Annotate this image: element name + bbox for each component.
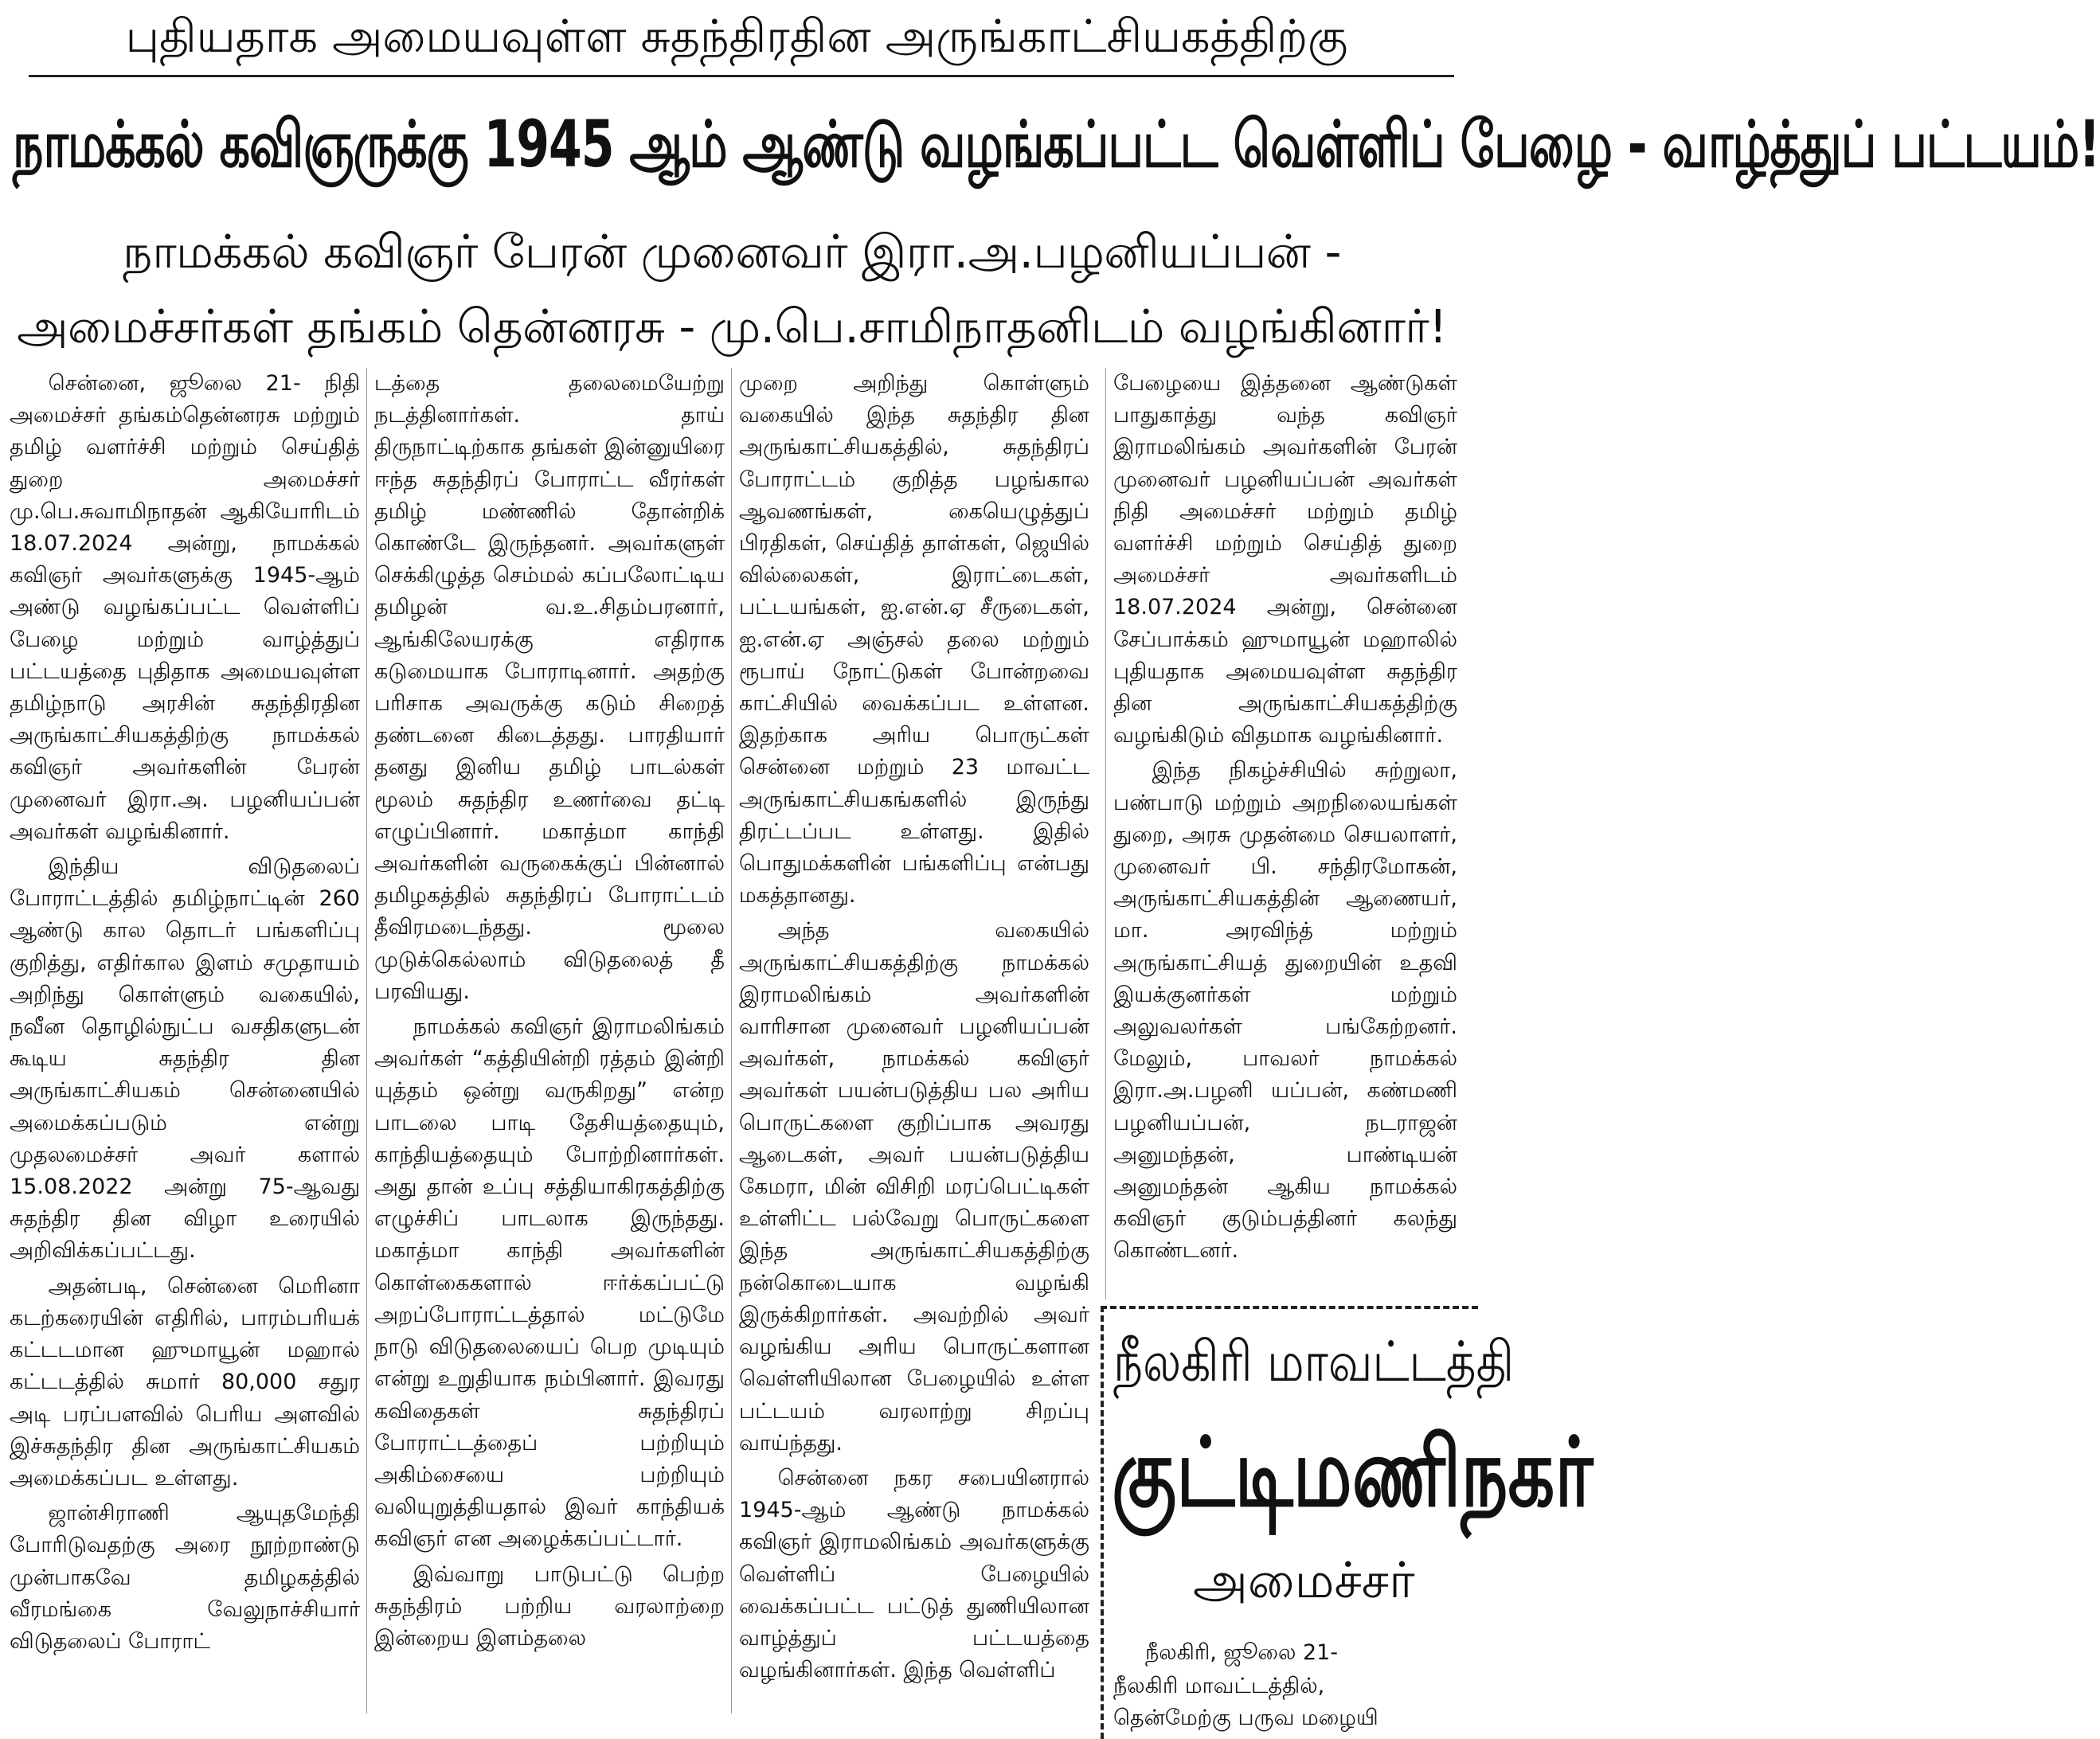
paragraph: பேழையை இத்தனை ஆண்டுகள் பாதுகாத்து வந்த கவிஞர் இராமலிங்கம் அவர்களின் பேரன் முனைவர் பழனியப்பன் அவர்கள் நிதி அமைச்சர் மற்றும் தமிழ் வளர்ச்சி மற்றும் செய்தித் துறை அமைச்சர் அவர்களிடம் 18.07.2024 அன்று, சென்னை சேப்பாக்கம் ஹுமாயூன் மஹாலில் புதியதாக அமையவுள்ள சுதந்திர தின அருங்காட்சியகத்திற்கு வழங்கிடும் விதமாக வழங்கினார்.: [1113, 371, 1457, 748]
paragraph: முறை அறிந்து கொள்ளும் வகையில் இந்த சுதந்திர தின அருங்காட்சியகத்தில், சுதந்திரப் போராட்டம் குறித்த பழங்கால ஆவணங்கள், கையெழுத்துப் பிரதிகள், செய்தித் தாள்கள், ஜெயில் வில்லைகள், இராட்டைகள், பட்டயங்கள், ஐ.என்.ஏ சீருடைகள், ஐ.என்.ஏ அஞ்சல் தலை மற்றும் ரூபாய் நோட்டுகள் போன்றவை காட்சியில் வைக்கப்பட உள்ளன. இதற்காக அரிய பொருட்கள் சென்னை மற்றும் 23 மாவட்ட அருங்காட்சியகங்களில் இருந்து திரட்டப்பட உள்ளது. இதில் பொதுமக்களின் பங்களிப்பு என்பது மகத்தானது.: [739, 371, 1089, 909]
paragraph: டத்தை தலைமையேற்று நடத்தினார்கள். தாய் திருநாட்டிற்காக தங்கள் இன்னுயிரை ஈந்த சுதந்திரப் போராட்ட வீரர்கள் தமிழ் மண்ணில் தோன்றிக் கொண்டே இருந்தனர். அவர்களுள் செக்கிழுத்த செம்மல் கப்பலோட்டிய தமிழன் வ.உ.சிதம்பரனார், ஆங்கிலேயரக்கு எதிராக கடுமையாக போராடினார். அதற்கு பரிசாக அவருக்கு கடும் சிறைத் தண்டனை கிடைத்தது. பாரதியார் தனது இனிய தமிழ் பாடல்கள் மூலம் சுதந்திர உணர்வை தட்டி எழுப்பினார். மகாத்மா காந்தி அவர்களின் வருகைக்குப் பின்னால் தமிழகத்தில் சுதந்திரப் போராட்டம் தீவிரமடைந்தது. மூலை முடுக்கெல்லாம் விடுதலைத் தீ பரவியது.: [374, 371, 725, 1004]
paragraph: சென்னை, ஜூலை 21- நிதி அமைச்சர் தங்கம்தென்னரசு மற்றும் தமிழ் வளர்ச்சி மற்றும் செய்தித் துறை அமைச்சர் மு.பெ.சுவாமிநாதன் ஆகியோரிடம் 18.07.2024 அன்று, நாமக்கல் கவிஞர் அவர்களுக்கு 1945-ஆம் அண்டு வழங்கப்பட்ட வெள்ளிப் பேழை மற்றும் வாழ்த்துப் பட்டயத்தை புதிதாக அமையவுள்ள தமிழ்நாடு அரசின் சுதந்திரதின அருங்காட்சியகத்திற்கு நாமக்கல் கவிஞர் அவர்களின் பேரன் முனைவர் இரா.அ. பழனியப்பன் அவர்கள் வழங்கினார்.: [10, 371, 360, 844]
column-divider: [731, 368, 732, 1714]
side-story-kicker: நீலகிரி மாவட்டத்தி: [1113, 1329, 1515, 1394]
paragraph: அதன்படி, சென்னை மெரினா கடற்கரையின் எதிரில், பாரம்பரியக் கட்டடமான ஹுமாயூன் மஹால் கட்டடத்தில் சுமார் 80,000 சதுர அடி பரப்பளவில் பெரிய அளவில் இச்சுதந்திர தின அருங்காட்சியகம் அமைக்கப்பட உள்ளது.: [10, 1273, 360, 1491]
paragraph: ஜான்சிராணி ஆயுதமேந்தி போரிடுவதற்கு அரை நூற்றாண்டு முன்பாகவே தமிழகத்தில் வீரமங்கை வேலுநாச்சியார் விடுதலைப் போராட்: [10, 1501, 360, 1654]
side-story-line: நீலகிரி மாவட்டத்தில்,: [1113, 1674, 1325, 1698]
side-story-subheadline: அமைச்சர்: [1193, 1551, 1415, 1609]
paragraph: இந்திய விடுதலைப் போராட்டத்தில் தமிழ்நாட்டின் 260 ஆண்டு கால தொடர் பங்களிப்பு குறித்து, எதிர்கால இளம் சமுதாயம் அறிந்து கொள்ளும் வகையில், நவீன தொழில்நுட்ப வசதிகளுடன் கூடிய சுதந்திர தின அருங்காட்சியகம் சென்னையில் அமைக்கப்படும் என்று முதலமைச்சர் அவர் களால் 15.08.2022 அன்று 75-ஆவது சுதந்திர தின விழா உரையில் அறிவிக்கப்பட்டது.: [10, 854, 360, 1264]
column-divider: [1105, 368, 1106, 1299]
subheadline-line-2: அமைச்சர்கள் தங்கம் தென்னரசு - மு.பெ.சாமிநாதனிடம் வழங்கினார்!: [17, 299, 1447, 354]
paragraph: நாமக்கல் கவிஞர் இராமலிங்கம் அவர்கள் “கத்தியின்றி ரத்தம் இன்றி யுத்தம் ஒன்று வருகிறது” என்ற பாடலை பாடி தேசியத்தையும், காந்தியத்தையும் போற்றினார்கள். அது தான் உப்பு சத்தியாகிரகத்திற்கு எழுச்சிப் பாடலாக இருந்தது. மகாத்மா காந்தி அவர்களின் கொள்கைகளால் ஈர்க்கப்பட்டு அறப்போராட்டத்தால் மட்டுமே நாடு விடுதலையைப் பெற முடியும் என்று உறுதியாக நம்பினார். இவரது கவிதைகள் சுதந்திரப் போராட்டத்தைப் பற்றியும் அகிம்சையை பற்றியும் வலியுறுத்தியதால் இவர் காந்தியக் கவிஞர் என அழைக்கப்பட்டார்.: [374, 1014, 725, 1552]
column-divider: [366, 368, 367, 1714]
paragraph: சென்னை நகர சபையினரால் 1945-ஆம் ஆண்டு நாமக்கல் கவிஞர் இராமலிங்கம் அவர்களுக்கு வெள்ளிப் பேழையில் வைக்கப்பட்ட பட்டுத் துணியிலான வாழ்த்துப் பட்டயத்தை வழங்கினார்கள். இந்த வெள்ளிப்: [739, 1465, 1089, 1683]
paragraph: இந்த நிகழ்ச்சியில் சுற்றுலா, பண்பாடு மற்றும் அறநிலையங்கள் துறை, அரசு முதன்மை செயலாளர், முனைவர் பி. சந்திரமோகன், அருங்காட்சியகத்தின் ஆணையர், மா. அரவிந்த் மற்றும் அருங்காட்சியத் துறையின் உதவி இயக்குனர்கள் மற்றும் அலுவலர்கள் பங்கேற்றனர். மேலும், பாவலர் நாமக்கல் இரா.அ.பழனி யப்பன், கண்மணி பழனியப்பன், நடராஜன் அனுமந்தன், பாண்டியன் அனுமந்தன் ஆகிய நாமக்கல் கவிஞர் குடும்பத்தினர் கலந்து கொண்டனர்.: [1113, 758, 1457, 1264]
side-story-line: தென்மேற்கு பருவ மழையி: [1113, 1706, 1378, 1730]
side-story-dateline: நீலகிரி, ஜூலை 21-: [1145, 1640, 1339, 1665]
subheadline-line-1: நாமக்கல் கவிஞர் பேரன் முனைவர் இரா.அ.பழனியப்பன் -: [123, 225, 1341, 279]
article-column-1: [10, 368, 360, 1714]
main-headline: நாமக்கல் கவிஞருக்கு 1945 ஆம் ஆண்டு வழங்கப்பட்ட வெள்ளிப் பேழை - வாழ்த்துப் பட்டயம்!: [13, 107, 2100, 183]
side-story-headline: குட்டிமணிநகர்: [1112, 1417, 1594, 1528]
article-column-3: [739, 368, 1089, 1714]
kicker-headline: புதியதாக அமையவுள்ள சுதந்திரதின அருங்காட்சியகத்திற்கு: [125, 10, 1348, 63]
paragraph: இவ்வாறு பாடுபட்டு பெற்ற சுதந்திரம் பற்றிய வரலாற்றை இன்றைய இளம்தலை: [374, 1561, 725, 1651]
paragraph: அந்த வகையில் அருங்காட்சியகத்திற்கு நாமக்கல் இராமலிங்கம் அவர்களின் வாரிசான முனைவர் பழனியப்பன் அவர்கள், நாமக்கல் கவிஞர் அவர்கள் பயன்படுத்திய பல அரிய பொருட்களை குறிப்பாக அவரது ஆடைகள், அவர் பயன்படுத்திய கேமரா, மின் விசிறி மரப்பெட்டிகள் உள்ளிட்ட பல்வேறு பொருட்களை இந்த அருங்காட்சியகத்திற்கு நன்கொடையாக வழங்கி இருக்கிறார்கள். அவற்றில் அவர் வழங்கிய அரிய பொருட்களான வெள்ளியிலான பேழையில் உள்ள பட்டயம் வரலாற்று சிறப்பு வாய்ந்தது.: [739, 918, 1089, 1456]
article-column-2: [374, 368, 725, 1714]
